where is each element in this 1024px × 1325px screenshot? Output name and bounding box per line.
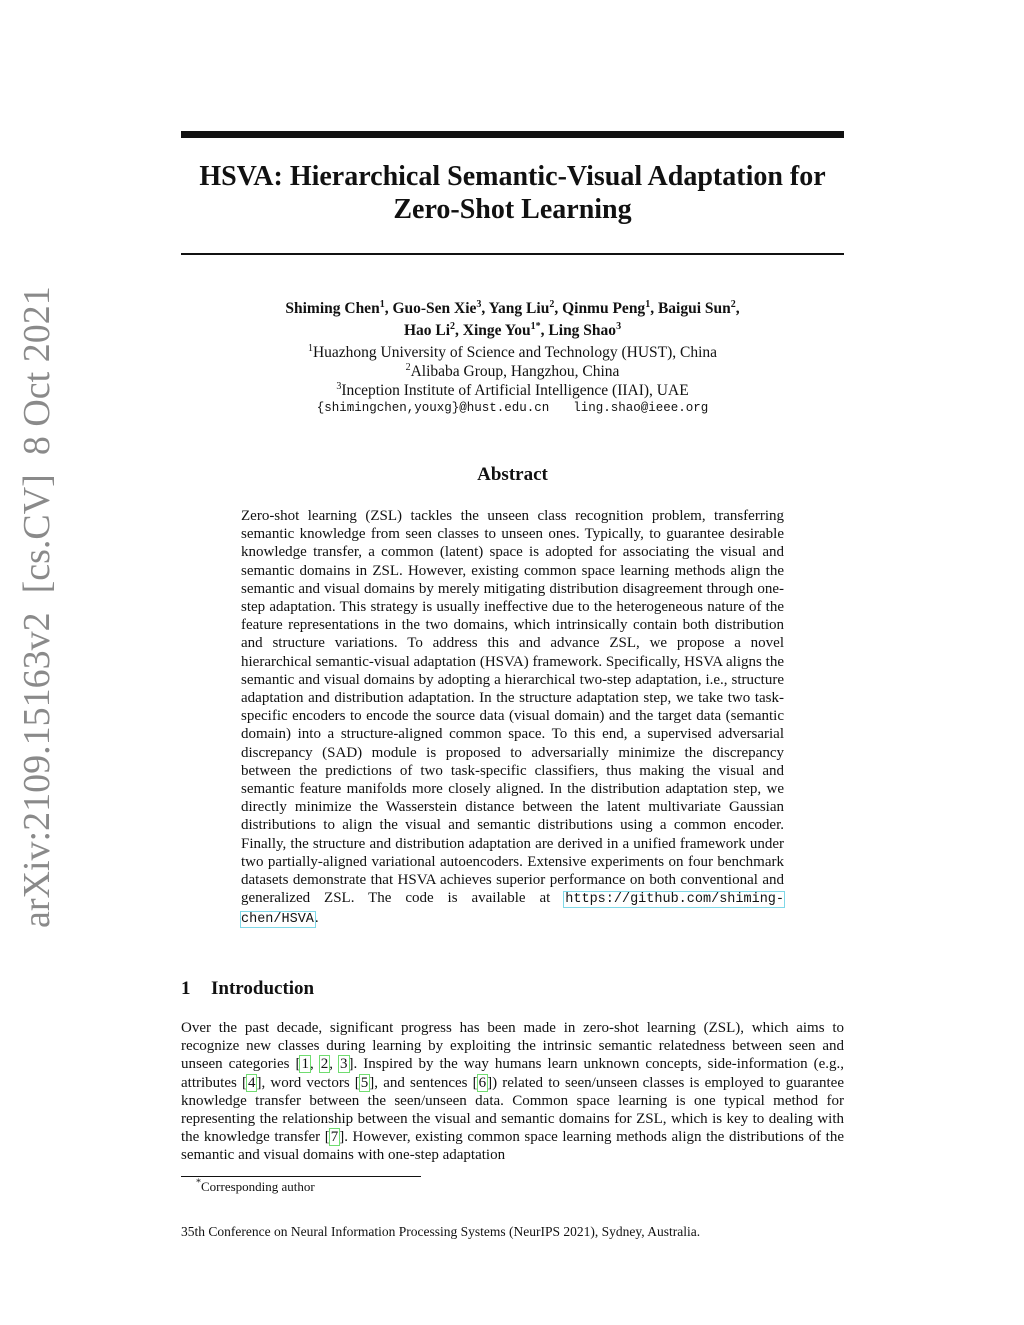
citation-sep: , — [329, 1056, 340, 1073]
affil-sup: 1 — [307, 342, 313, 354]
author-emails — [181, 401, 844, 415]
author-sep: , — [735, 300, 740, 317]
section-heading-introduction — [181, 978, 314, 1000]
paper-title — [181, 160, 844, 226]
abstract-text: Zero-shot learning (ZSL) tackles the unseen class recognition problem, transferring semantic knowledge from seen classes to unseen ones. Typically, to guarantee desirable knowledge transfer, a common (latent) space is adopted for associating the visual and semantic domains in ZSL. However, existing common space learning methods align the semantic and visual domains by merely mitigating distribution disagreement through one-step adaptation. This strategy is usually ineffective due to the heterogeneous nature of the feature representations in the two domains, which intrinsically contain both distribution and structure variations. To address this and advance ZSL, we propose a novel hierarchical semantic-visual adaptation (HSVA) framework. Specifically, HSVA aligns the semantic and visual domains by adopting a hierarchical two-step adaptation, i.e., structure adaptation and distribution adaptation. In the structure adaptation step, we take two task-specific encoders to encode the source data (visual domain) and the target data (semantic domain) into a structure-aligned common space. To this end, a supervised adversarial discrepancy (SAD) module is proposed to adversarially minimize the discrepancy between the predictions of two task-specific classifiers, thus making the visual and semantic feature manifolds more closely aligned. In the distribution adaptation step, we directly minimize the Wasserstein distance between the latent multivariate Gaussian distributions to align the visual and semantic distributions using a common encoder. Finally, the structure and distribution adaptation are derived in a unified framework under two partially-aligned variational autoencoders. Extensive experiments on four benchmark datasets demonstrate that HSVA achieves superior performance on both conventional and generalized ZSL. The code is available at — [241, 508, 784, 907]
author-sup: 2 — [450, 320, 456, 332]
affil-text: Inception Institute of Artificial Intelligence (IIAI), UAE — [341, 382, 689, 399]
citation-link[interactable]: 2 — [320, 1056, 329, 1073]
author-sup: 2 — [730, 298, 736, 310]
code-link[interactable]: https://github.com/shiming-chen/HSVA — [241, 892, 785, 928]
intro-text: ]) related to seen/unseen classes is employed to guarantee knowledge transfer between the seen/unseen data. Common space learning is one typical method for representing the relationship between the visual and semantic domains for ZSL, which is key to dealing with the knowledge transfer [ — [181, 1074, 844, 1146]
affil-sup: 3 — [336, 380, 342, 392]
author-line-2 — [181, 320, 844, 342]
intro-text: ]. However, existing common space learning methods align the distributions of the semantic and visual domains with one-step adaptation — [181, 1129, 844, 1164]
intro-text: Over the past decade, significant progress has been made in zero-shot learning (ZSL), which aims to recognize new classes during learning by exploiting the intrinsic semantic relatedness between seen and unseen categories [ — [181, 1020, 844, 1073]
author-line-1 — [181, 298, 844, 320]
citation-link[interactable]: 7 — [330, 1129, 339, 1146]
author-sup: 1* — [530, 320, 541, 332]
intro-text: ], and sentences [ — [369, 1074, 478, 1091]
affiliation-3 — [181, 381, 844, 400]
footnote-text: Corresponding author — [201, 1179, 315, 1194]
email-hust[interactable]: {shimingchen,youxg}@hust.edu.cn — [316, 401, 550, 415]
abstract-end: . — [314, 910, 319, 927]
intro-paragraph — [181, 1019, 844, 1165]
citation-link[interactable]: 6 — [478, 1074, 487, 1091]
footnote — [196, 1179, 315, 1195]
title-line-2: Zero-Shot Learning — [393, 194, 632, 225]
arxiv-stamp: arXiv:2109.15163v2 [cs.CV] 8 Oct 2021 — [16, 286, 58, 928]
footnote-rule — [181, 1176, 421, 1177]
affiliation-1 — [181, 343, 844, 362]
affiliation-2 — [181, 362, 844, 381]
affil-text: Alibaba Group, Hangzhou, China — [410, 363, 620, 380]
author-list — [181, 298, 844, 342]
citation-link[interactable]: 5 — [360, 1074, 369, 1091]
author-sup: 1 — [379, 298, 385, 310]
author: , Yang Liu — [481, 300, 550, 317]
conference-footer: 35th Conference on Neural Information Processing Systems (NeurIPS 2021), Sydney, Australia. — [181, 1224, 701, 1239]
citation-link[interactable]: 1 — [301, 1056, 309, 1073]
title-bottom-rule — [181, 253, 844, 255]
email-ieee[interactable]: ling.shao@ieee.org — [573, 401, 709, 415]
author-sup: 3 — [616, 320, 622, 332]
title-line-1: HSVA: Hierarchical Semantic-Visual Adaptation for — [199, 161, 826, 192]
section-title: Introduction — [211, 978, 315, 999]
citation-link[interactable]: 3 — [340, 1056, 348, 1073]
intro-text: ]. Inspired by the way humans learn unknown concepts, side-information (e.g., attributes [ — [181, 1056, 845, 1091]
footnote-mark: * — [196, 1177, 201, 1189]
title-top-rule — [181, 131, 844, 138]
citation-sep: , — [309, 1056, 320, 1073]
author: , Xinge You — [455, 322, 531, 339]
abstract-heading: Abstract — [477, 464, 548, 485]
author-sup: 1 — [645, 298, 651, 310]
author-sup: 2 — [549, 298, 555, 310]
author-sup: 3 — [476, 298, 482, 310]
affil-sup: 2 — [405, 361, 411, 373]
author: Hao Li — [403, 322, 451, 339]
author: , Ling Shao — [540, 322, 617, 339]
section-number: 1 — [181, 978, 191, 999]
author: , Baigui Sun — [650, 300, 731, 317]
intro-text: ], word vectors [ — [256, 1074, 360, 1091]
author: , Guo-Sen Xie — [384, 300, 477, 317]
author: Shiming Chen — [285, 300, 380, 317]
author: , Qinmu Peng — [554, 300, 646, 317]
citation-link[interactable]: 4 — [247, 1074, 256, 1091]
affil-text: Huazhong University of Science and Technology (HUST), China — [312, 344, 718, 361]
abstract-body — [241, 507, 784, 930]
